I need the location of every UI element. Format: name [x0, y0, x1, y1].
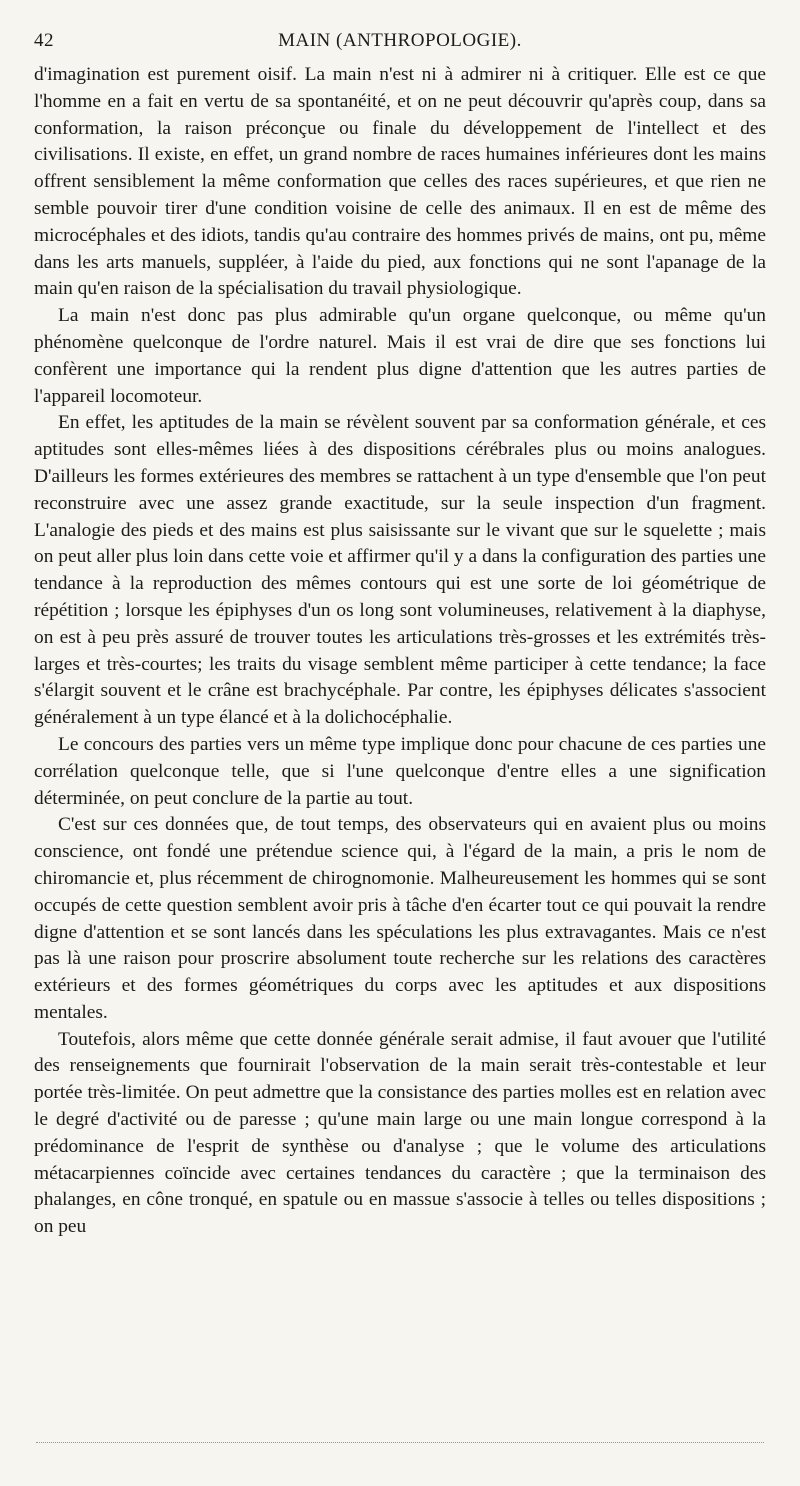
paragraph-continued: d'imagination est purement oisif. La main n'est ni à admirer ni à critiquer. Elle est ce que l'homme en a fait en vertu de sa spontanéité, et on ne peut découvrir qu'après coup, dans sa conformation, la raison préconçue ou finale du développement de l'intellect et des civilisations. Il existe, en effet, un grand nombre de races humaines inférieures dont les mains offrent sensiblement la même conformation que celles des races supérieures, et que rien ne semble pouvoir tirer d'une condition voisine de celle des animaux. Il en est de même des microcéphales et des idiots, tandis qu'au contraire des hommes privés de mains, ont pu, même dans les arts manuels, suppléer, à l'aide du pied, aux fonctions qui ne sont l'apanage de la main qu'en raison de la spécialisation du travail physiologique. [34, 64, 766, 300]
paragraph: C'est sur ces données que, de tout temps, des observateurs qui en avaient plus ou moins conscience, ont fondé une prétendue science qui, à l'égard de la main, a pris le nom de chiromancie et, plus récemment de chirognomonie. Malheureusement les hommes qui se sont occupés de cette question semblent avoir pris à tâche d'en écarter tout ce qui pouvait la rendre digne d'attention et se sont lancés dans les spéculations les plus extravagantes. Mais ce n'est pas là une raison pour proscrire absolument toute recherche sur les relations des caractères extérieurs et des formes géométriques du corps avec les aptitudes et aux dispositions mentales. [34, 814, 766, 1023]
running-title: MAIN (ANTHROPOLOGIE). [278, 30, 522, 51]
running-header [34, 30, 766, 60]
paragraph: Toutefois, alors même que cette donnée générale serait admise, il faut avouer que l'utilité des renseignements que fournirait l'observation de la main serait très-contestable et leur portée très-limitée. On peut admettre que la consistance des parties molles est en relation avec le degré d'activité ou de paresse ; qu'une main large ou une main longue correspond à la prédominance de l'esprit de synthèse ou d'analyse ; que le volume des articulations métacarpiennes coïncide avec certaines tendances du caractère ; que la terminaison des phalanges, en cône tronqué, en spatule ou en massue s'associe à telles ou telles dispositions ; on peu [34, 1028, 766, 1238]
paragraph: La main n'est donc pas plus admirable qu'un organe quelconque, ou même qu'un phénomène quelconque de l'ordre naturel. Mais il est vrai de dire que ses fonctions lui confèrent une importance qui la rendent plus digne d'attention que les autres parties de l'appareil locomoteur. [34, 305, 766, 407]
body-text [34, 62, 766, 1241]
paragraph: En effet, les aptitudes de la main se révèlent souvent par sa conformation générale, et ces aptitudes sont elles-mêmes liées à des dispositions cérébrales plus ou moins analogues. D'ailleurs les formes extérieures des membres se rattachent à un type d'ensemble que l'on peut reconstruire avec une assez grande exactitude, sur la seule inspection d'un fragment. L'analogie des pieds et des mains est plus saisissante sur le vivant que sur le squelette ; mais on peut aller plus loin dans cette voie et affirmer qu'il y a dans la configuration des parties une tendance à la reproduction des mêmes contours qui est une sorte de loi géométrique de répétition ; lorsque les épiphyses d'un os long sont volumineuses, relativement à la diaphyse, on est à peu près assuré de trouver toutes les articulations très-grosses et les extrémités très-larges et très-courtes; les traits du visage semblent même participer à cette tendance; la face s'élargit souvent et le crâne est brachycéphale. Par contre, les épiphyses délicates s'associent généralement à un type élancé et à la dolichocéphalie. [34, 412, 766, 729]
page-number: 42 [34, 30, 54, 51]
paragraph: Le concours des parties vers un même type implique donc pour chacune de ces parties une corrélation quelconque telle, que si l'une quelconque d'entre elles a une signification déterminée, on peut conclure de la partie au tout. [34, 733, 766, 809]
footer-divider [36, 1442, 764, 1443]
